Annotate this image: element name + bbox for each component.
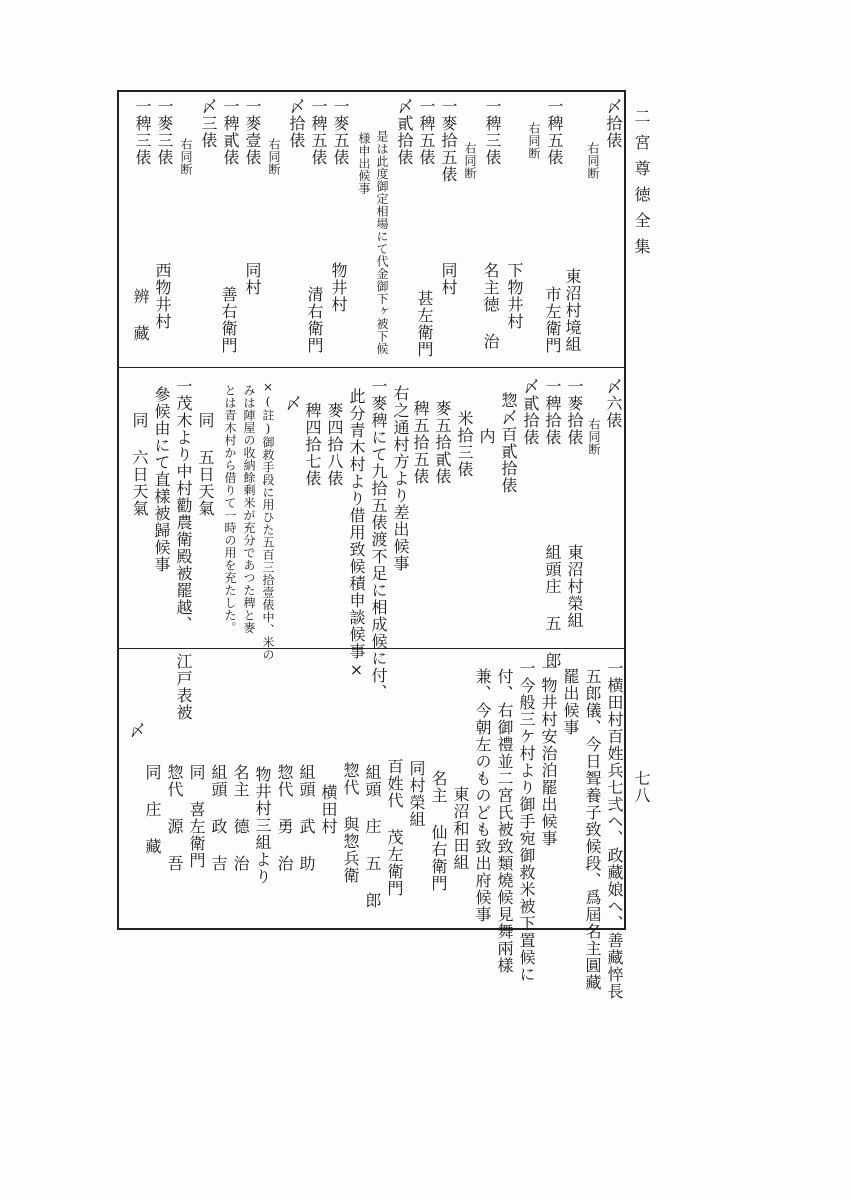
text-line: 組頭 政 吉 <box>209 764 228 872</box>
text-line: 〆六俵 <box>604 378 623 429</box>
text-line: 麥五拾貳俵 <box>433 400 452 485</box>
text-line: 一麥壹俵 <box>243 98 262 166</box>
text-line: 罷出候事 <box>561 668 580 736</box>
text-line: 名主徳 治 <box>481 262 500 350</box>
text-line: とは青木村から借りて一時の用を充たした。 <box>223 384 237 634</box>
text-line: 一麥拾俵 <box>565 378 584 446</box>
text-line: 物井村三組より <box>253 766 272 885</box>
text-line: 辨 藏 <box>131 288 150 342</box>
text-line: 一麥拾五俵 <box>439 98 458 183</box>
text-line: 東沼村榮組 <box>565 544 584 629</box>
text-line: 〆 <box>127 722 146 739</box>
text-line: 同村 <box>439 262 458 296</box>
text-line: 同 六日天氣 <box>130 412 149 517</box>
text-line: 内 <box>477 428 496 445</box>
text-line: 惣代 與惣兵衛 <box>341 762 360 884</box>
text-line: 名主 仙右衛門 <box>429 770 448 892</box>
text-line: 一麥稗にて九拾五俵渡不足に相成候に付、 <box>369 378 388 701</box>
text-line: 惣〆百貳拾俵 <box>499 392 518 494</box>
text-line: 東沼和田組 <box>451 786 470 871</box>
text-line: 組頭 武 助 <box>297 764 316 872</box>
text-line: 是は此度御定相場にて代金御下ヶ被下候 <box>375 130 389 355</box>
text-line: 一今般三ケ村より御手宛御救米被下置候に <box>517 660 536 983</box>
text-line: 一稗三俵 <box>483 98 502 166</box>
text-line: 麥四拾八俵 <box>325 402 344 487</box>
text-line: 五郎儀、今日聟養子致候段、爲屆名主圓藏 <box>583 668 602 991</box>
text-line: 同村榮組 <box>407 760 426 828</box>
text-line: 〆 <box>283 395 302 412</box>
text-line: 右同断 <box>587 418 601 456</box>
text-line: 一稗五俵 <box>417 98 436 166</box>
text-line: 右之通村方より差出候事 <box>391 385 410 572</box>
text-line: 兼、今朝左のものども致出府候事 <box>473 668 492 923</box>
text-line: 〆拾俵 <box>287 98 306 149</box>
text-line: 一横田村百姓兵七弍ヘ、政藏娘ヘ、善藏悴長 <box>605 660 624 1000</box>
text-line: 同 五日天氣 <box>196 412 215 517</box>
text-line: 善右衛門 <box>219 286 238 354</box>
text-line: 清右衛門 <box>305 286 324 354</box>
text-line: 名主 德 治 <box>231 764 250 872</box>
text-line: 惣代 源 吾 <box>165 764 184 872</box>
text-line: 西物井村 <box>153 262 172 330</box>
text-line: 右同断 <box>267 138 281 176</box>
text-line: 〆拾俵 <box>604 98 623 149</box>
text-line: みは陣屋の收納餘剩米が充分であつた稗と麥 <box>242 384 256 634</box>
text-line: 一物井村安治泊罷出候事 <box>539 660 558 847</box>
text-line: 惣代 勇 治 <box>275 764 294 872</box>
text-line: 〆貳拾俵 <box>395 98 414 166</box>
text-line: 右同断 <box>463 142 477 180</box>
text-line: 東沼村境組 <box>563 268 582 353</box>
running-head: 二宮尊徳全集 <box>632 108 651 264</box>
text-line: 〆貳拾俵 <box>521 378 540 446</box>
text-line: 様申出候事 <box>357 132 371 195</box>
text-line: 一麥三俵 <box>155 98 174 166</box>
text-line: 横田村 <box>319 784 338 835</box>
text-line: 一稗拾俵 <box>543 378 562 446</box>
text-line: 同 喜左衛門 <box>187 764 206 869</box>
text-line: 百姓代 茂左衛門 <box>385 758 404 897</box>
text-line: 一稗三俵 <box>133 98 152 166</box>
text-line: ×(註)御救手段に用ひた五百三拾壹俵中、米の <box>261 380 275 661</box>
text-line: 組頭庄 五 郎 <box>543 544 562 669</box>
text-line: 右同断 <box>179 138 193 176</box>
text-line: 此分青木村より借用致候積申談候事× <box>347 388 366 680</box>
text-line: 甚左衛門 <box>415 290 434 358</box>
text-line: 稗五拾五俵 <box>411 400 430 485</box>
text-line: 〆三俵 <box>199 98 218 149</box>
text-line: 下物井村 <box>505 262 524 330</box>
text-line: 同 庄 藏 <box>143 764 162 855</box>
text-line: 一麥五俵 <box>331 98 350 166</box>
text-line: 付、右御禮並二宮氏被致類燒候見舞兩樣 <box>495 668 514 974</box>
text-line: 右同断 <box>586 142 600 180</box>
text-line: 組頭 庄 五 郎 <box>363 764 382 909</box>
page-number: 七八 <box>632 770 651 804</box>
text-line: 同村 <box>243 262 262 296</box>
text-line: 一稗貳俵 <box>221 98 240 166</box>
text-line: 米拾三俵 <box>455 410 474 478</box>
section-divider <box>117 367 626 368</box>
text-line: 一稗五俵 <box>309 98 328 166</box>
text-line: 稗四拾七俵 <box>303 402 322 487</box>
text-line: 一茂木より中村勸農衛殿被罷越、 江戸表被 <box>174 378 193 721</box>
text-line: 物井村 <box>329 262 348 313</box>
text-line: 參候由にて直樣被歸候事 <box>152 386 171 573</box>
text-line: 一稗五俵 <box>545 98 564 166</box>
text-line: 右同断 <box>527 122 541 160</box>
text-line: 市左衛門 <box>543 286 562 354</box>
